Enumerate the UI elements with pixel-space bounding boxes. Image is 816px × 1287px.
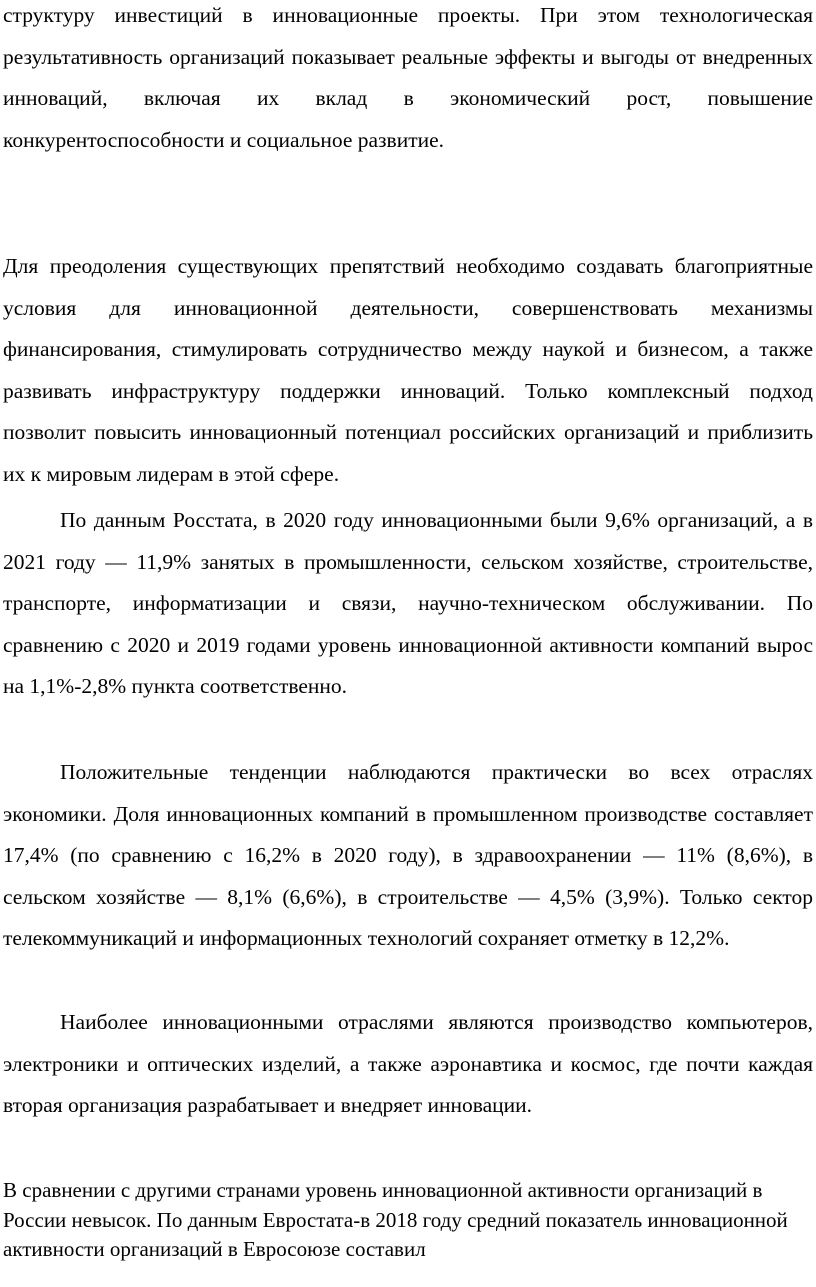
- paragraph-2: Для преодоления существующих препятствий необходимо создавать благоприятные условия для инновационной деятельности, совершенствовать механизмы финансирования, стимулировать сотрудничество между наукой и бизнесом, а также развивать инфраструктуру поддержки инноваций. Только комплексный подход позволит повысить инновационный потенциал российских организаций и приблизить их к мировым лидерам в этой сфере.: [3, 254, 813, 486]
- paragraph-6: В сравнении с другими странами уровень инновационной активности организаций в России невысок. По данным Евростата-в 2018 году средний показатель инновационной активности организаций в Евросоюзе составил: [3, 1178, 788, 1261]
- paragraph-4: Положительные тенденции наблюдаются практически во всех отраслях экономики. Доля инновационных компаний в промышленном производстве составляет 17,4% (по сравнению с 16,2% в 2020 году), в здравоохранении — 11% (8,6%), в сельском хозяйстве — 8,1% (6,6%), в строительстве — 4,5% (3,9%). Только сектор телекоммуникаций и информационных технологий сохраняет отметку в 12,2%.: [3, 760, 813, 951]
- paragraph-3: По данным Росстата, в 2020 году инновационными были 9,6% организаций, а в 2021 году — 11,9% занятых в промышленности, сельском хозяйстве, строительстве, транспорте, информатизации и связи, научно-техническом обслуживании. По сравнению с 2020 и 2019 годами уровень инновационной активности компаний вырос на 1,1%-2,8% пункта соответственно.: [3, 508, 813, 699]
- paragraph-1: структуру инвестиций в инновационные проекты. При этом технологическая результативность организаций показывает реальные эффекты и выгоды от внедренных инноваций, включая их вклад в экономический рост, повышение конкурентоспособности и социальное развитие.: [3, 3, 813, 152]
- paragraph-5: Наиболее инновационными отраслями являются производство компьютеров, электроники и оптических изделий, а также аэронавтика и космос, где почти каждая вторая организация разрабатывает и внедряет инновации.: [3, 1010, 813, 1118]
